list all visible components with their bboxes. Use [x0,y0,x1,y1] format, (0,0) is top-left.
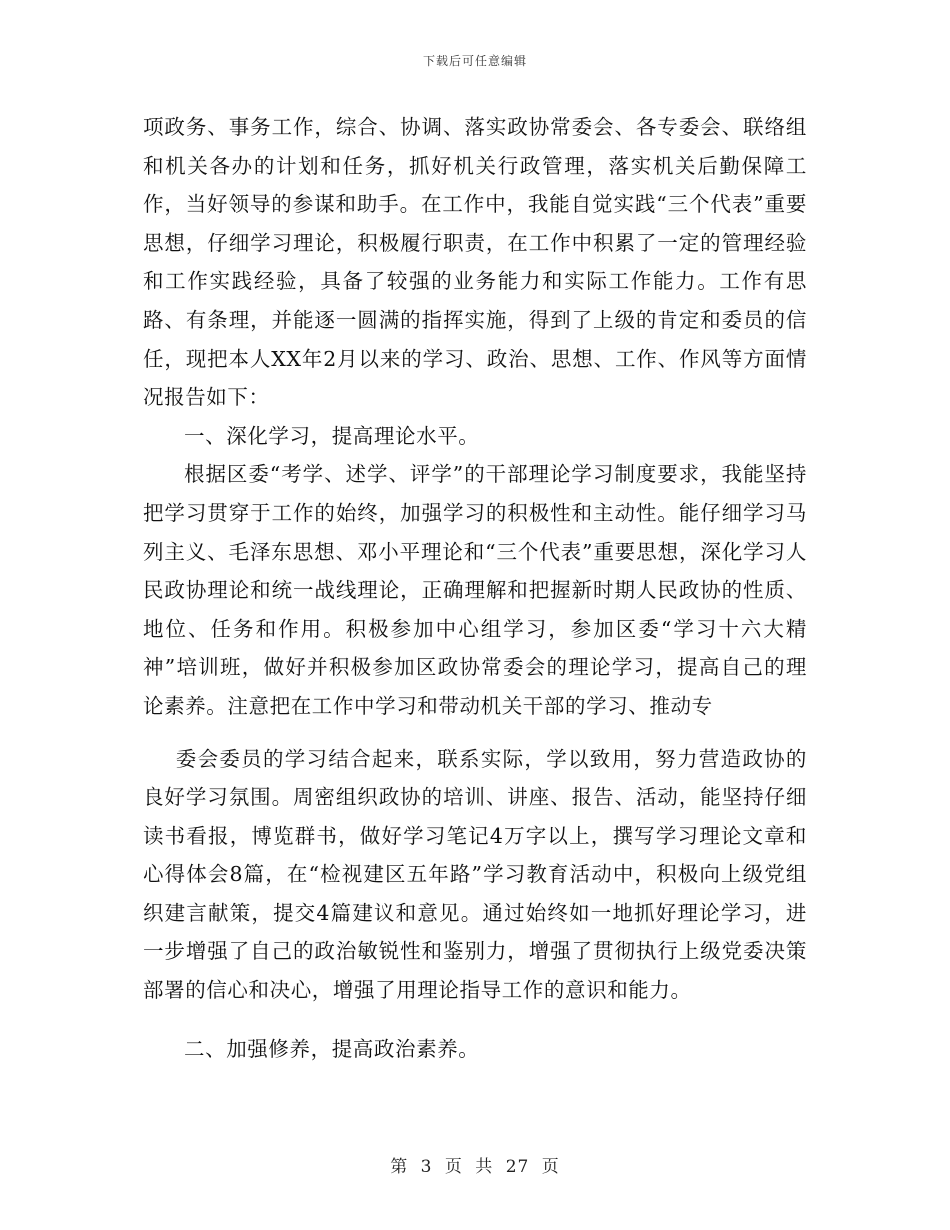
paragraph-study: 根据区委“考学、述学、评学”的干部理论学习制度要求，我能坚持把学习贯穿于工作的始终，加强学习的积极性和主动性。能仔细学习马列主义、毛泽东思想、邓小平理论和“三个代表”重要思想，深化学习人民政协理论和统一战线理论，正确理解和把握新时期人民政协的性质、地位、任务和作用。积极参加中心组学习，参加区委“学习十六大精神”培训班，做好并积极参加区政协常委会的理论学习，提高自己的理论素养。注意把在工作中学习和带动机关干部的学习、推动专 [143,462,807,718]
page-header: 下载后可任意编辑 [422,54,527,68]
page-number: 第 3 页 共 27 页 [390,1157,560,1177]
document-body [143,108,807,1068]
section-heading-2: 二、加强修养，提高政治素养。 [184,1036,480,1061]
paragraph-study-continued: 委会委员的学习结合起来，联系实际，学以致用，努力营造政协的良好学习氛围。周密组织政协的培训、讲座、报告、活动，能坚持仔细读书看报，博览群书，做好学习笔记4万字以上，撰写学习理论文章和心得体会8篇，在“检视建区五年路”学习教育活动中，积极向上级党组织建言献策，提交4篇建议和意见。通过始终如一地抓好理论学习，进一步增强了自己的政治敏锐性和鉴别力，增强了贯彻执行上级党委决策部署的信心和决心，增强了用理论指导工作的意识和能力。 [143,746,807,1003]
paragraph-continuation: 项政务、事务工作，综合、协调、落实政协常委会、各专委会、联络组和机关各办的计划和任务，抓好机关行政管理，落实机关后勤保障工作，当好领导的参谋和助手。在工作中，我能自觉实践“三个代表”重要思想，仔细学习理论，积极履行职责，在工作中积累了一定的管理经验和工作实践经验，具备了较强的业务能力和实际工作能力。工作有思路、有条理，并能逐一圆满的指挥实施，得到了上级的肯定和委员的信任，现把本人XX年2月以来的学习、政治、思想、工作、作风等方面情况报告如下： [143,115,807,410]
section-heading-1: 一、深化学习，提高理论水平。 [184,423,480,448]
